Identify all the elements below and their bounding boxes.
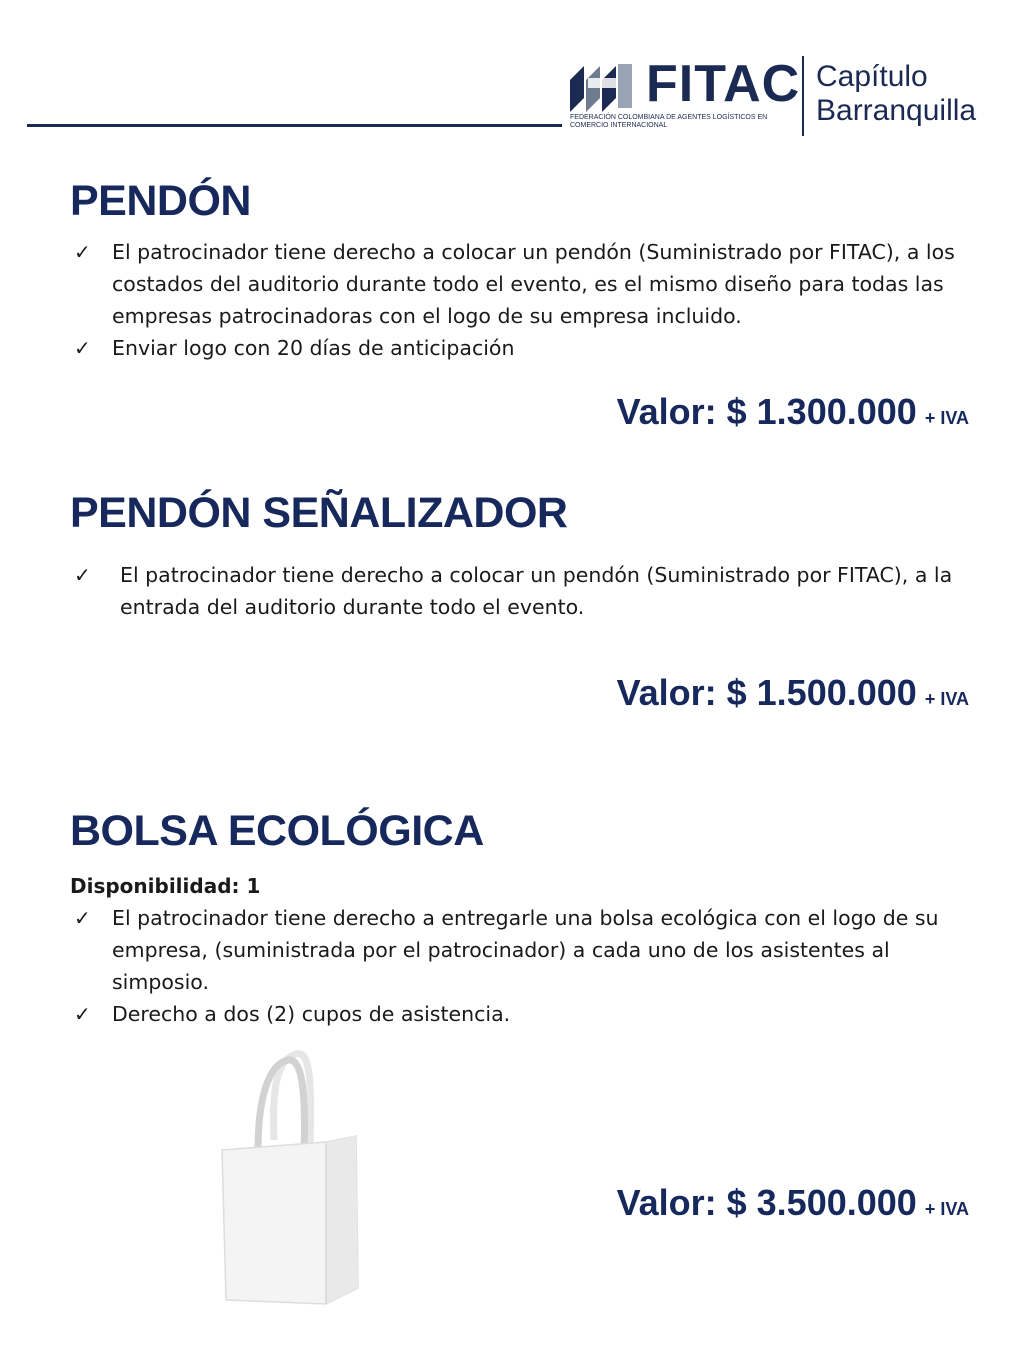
price-value: Valor: $ 1.500.000 <box>616 672 917 713</box>
bullet-text: El patrocinador tiene derecho a colocar un pendón (Suministrado por FITAC), a los costados del auditorio durante todo el evento, es el mismo diseño para todas las empresas patrocinadoras con el logo de su empresa incluido. <box>112 240 955 328</box>
price-pendon-senalizador <box>617 671 969 721</box>
fitac-logo-mark-icon <box>566 58 634 116</box>
checkmark-icon: ✓ <box>74 1002 91 1026</box>
list-item <box>70 559 970 623</box>
checkmark-icon: ✓ <box>74 336 91 360</box>
price-value: Valor: $ 1.300.000 <box>616 391 917 432</box>
checkmark-icon: ✓ <box>74 906 91 930</box>
logo-wordmark: FITAC <box>646 55 801 113</box>
logo-divider <box>802 56 804 136</box>
chapter-name <box>816 60 976 128</box>
chapter-line-2: Barranquilla <box>816 94 977 127</box>
list-item <box>70 998 970 1030</box>
checkmark-icon: ✓ <box>74 240 91 264</box>
bullet-text: El patrocinador tiene derecho a colocar un pendón (Suministrado por FITAC), a la entrada del auditorio durante todo el evento. <box>120 563 953 619</box>
list-item <box>70 902 970 998</box>
bullet-list-bolsa <box>70 902 970 1030</box>
header-rule <box>27 124 562 127</box>
bullet-list-pendon <box>70 236 970 364</box>
bullet-text: Enviar logo con 20 días de anticipación <box>112 336 515 360</box>
list-item <box>70 236 970 332</box>
price-value: Valor: $ 3.500.000 <box>616 1182 917 1223</box>
bullet-list-senalizador <box>70 559 970 623</box>
checkmark-icon: ✓ <box>74 563 91 587</box>
section-title-pendon-senalizador: PENDÓN SEÑALIZADOR <box>70 489 568 537</box>
bullet-text: El patrocinador tiene derecho a entregarle una bolsa ecológica con el logo de su empresa, (suministrada por el patrocinador) a cada uno de los asistentes al simposio. <box>112 906 939 994</box>
fitac-logo <box>566 52 996 142</box>
tote-bag-icon <box>214 1050 364 1310</box>
price-pendon <box>617 390 969 440</box>
section-title-pendon: PENDÓN <box>70 177 251 225</box>
list-item <box>70 332 970 364</box>
price-bolsa-ecologica <box>617 1181 969 1231</box>
section-title-bolsa-ecologica: BOLSA ECOLÓGICA <box>70 807 484 855</box>
bullet-text: Derecho a dos (2) cupos de asistencia. <box>112 1002 511 1026</box>
chapter-line-1: Capítulo <box>816 60 928 93</box>
logo-subtitle: FEDERACIÓN COLOMBIANA DE AGENTES LOGÍSTICOS EN COMERCIO INTERNACIONAL <box>570 114 768 129</box>
availability-label: Disponibilidad: 1 <box>70 874 261 898</box>
price-tax-suffix: + IVA <box>924 408 969 428</box>
price-tax-suffix: + IVA <box>924 1199 969 1219</box>
price-tax-suffix: + IVA <box>924 689 969 709</box>
